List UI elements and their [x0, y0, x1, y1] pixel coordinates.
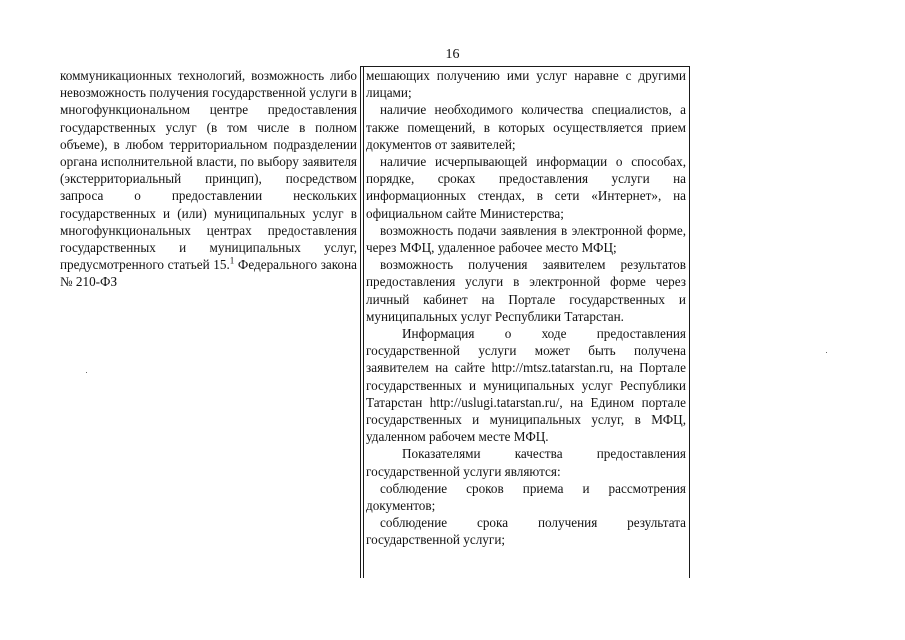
col2-paragraph-7: Показателями качества предоставления государственной услуги являются: — [366, 446, 686, 479]
table-column-divider-3 — [689, 66, 690, 578]
col2-paragraph-9: соблюдение срока получения результата государственной услуги; — [366, 515, 686, 548]
col2-paragraph-1: мешающих получению ими услуг наравне с другими лицами; — [366, 68, 686, 101]
table-column-divider-1 — [360, 66, 361, 578]
col2-paragraph-5: возможность получения заявителем результатов предоставления услуги в электронной форме через личный кабинет на Портале государственных и муниципальных услуг Республики Татарстан. — [366, 257, 686, 324]
scan-speck-2 — [826, 352, 827, 353]
col1-superscript: 1 — [229, 255, 235, 266]
col1-text: коммуникационных технологий, возможность либо невозможность получения государственной услуги в многофункциональном центре предоставления государственных услуг (в том числе в полном объеме), в любом территориальном подразделении органа исполнительной власти, по выбору заявителя (экстерриториальный принцип), посредством запроса о предоставлении нескольких государственных и (или) муниципальных услуг в многофункциональных центрах предоставления государственных и муниципальных услуг, предусмотренного статьей 15. — [60, 68, 357, 273]
table-column-divider-2 — [363, 66, 364, 578]
table-cell-col2 — [366, 67, 686, 549]
col2-paragraph-2: наличие необходимого количества специалистов, а также помещений, в которых осуществляется прием документов от заявителей; — [366, 102, 686, 152]
col2-paragraph-4: возможность подачи заявления в электронной форме, через МФЦ, удаленное рабочее место МФЦ; — [366, 222, 686, 256]
col2-paragraph-6: Информация о ходе предоставления государственной услуги может быть получена заявителем на сайте http://mtsz.tatarstan.ru, на Портале государственных и муниципальных услуг Республики Татарстан http://uslugi.tatarstan.ru/, на Едином портале государственных и муниципальных услуг, в МФЦ, удаленном рабочем месте МФЦ. — [366, 326, 686, 445]
col1-paragraph — [60, 67, 357, 291]
page-number: 16 — [445, 47, 460, 62]
col2-paragraph-8: соблюдение сроков приема и рассмотрения документов; — [366, 480, 686, 514]
col1-text-tail: Федерального закона № 210-ФЗ — [60, 257, 358, 290]
col2-paragraph-3: наличие исчерпывающей информации о способах, порядке, сроках предоставления услуги на информационных стендах, в сети «Интернет», на официальном сайте Министерства; — [366, 154, 686, 221]
table-cell-col1 — [60, 67, 357, 291]
scan-speck-1 — [86, 372, 87, 373]
